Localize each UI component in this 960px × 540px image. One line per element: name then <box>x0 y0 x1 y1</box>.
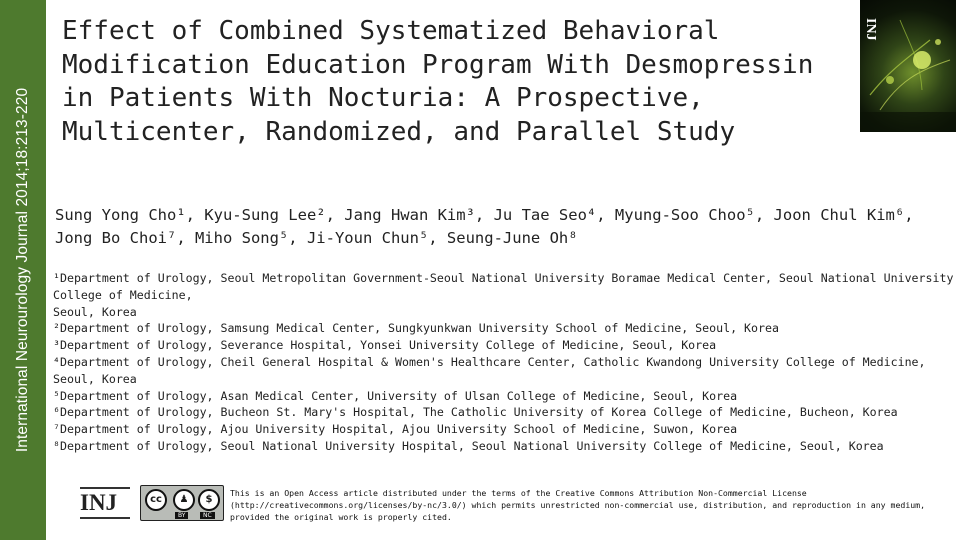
affiliation-line: ¹Department of Urology, Seoul Metropolitan Government-Seoul National University Boramae Medical Center, Seoul National University <box>53 271 954 285</box>
affiliation-list <box>53 270 953 455</box>
affiliation-line: ⁶Department of Urology, Bucheon St. Mary's Hospital, The Catholic University of Korea College of Medicine, Bucheon, Korea <box>53 405 898 420</box>
nc-label: NC <box>200 512 215 519</box>
cover-logo: INJ <box>863 18 878 41</box>
cc-icon: cc <box>145 489 167 511</box>
journal-citation: International Neurourology Journal 2014;18:213-220 <box>14 87 31 453</box>
affiliation-line: College of Medicine, <box>53 287 193 302</box>
affiliation-line: Seoul, Korea <box>53 371 137 386</box>
creative-commons-badge[interactable] <box>140 485 224 521</box>
by-label: BY <box>175 512 188 519</box>
author-list: Sung Yong Cho¹, Kyu-Sung Lee², Jang Hwan Kim³, Ju Tae Seo⁴, Myung-Soo Choo⁵, Joon Chul Kim⁶, Jong Bo Choi⁷, Miho Song⁵, Ji-Youn Chun⁵, Seung-June Oh⁸ <box>55 206 914 247</box>
license-text: This is an Open Access article distributed under the terms of the Creative Commons Attribution Non-Commercial License (http://creativecommons.org/licenses/by-nc/3.0/) which permits unrestricted non-commercial use, distribution, and reproduction in any medium, provided the original work is properly cited. <box>230 488 926 523</box>
logo-rule-top <box>80 487 130 489</box>
noncommercial-icon: $ <box>198 489 220 511</box>
logo-rule-bottom <box>80 517 130 519</box>
footer-journal-logo <box>80 486 130 520</box>
affiliation-line: ⁷Department of Urology, Ajou University Hospital, Ajou University School of Medicine, Suwon, Korea <box>53 422 738 437</box>
journal-cover-image <box>860 0 956 132</box>
footer-logo-text: INJ <box>80 490 118 515</box>
article-title: Effect of Combined Systematized Behavioral Modification Education Program With Desmopressin in Patients With Nocturia: A Prospective, Multicenter, Randomized, and Parallel Study <box>62 16 814 147</box>
attribution-icon: ♟ <box>173 489 195 511</box>
journal-sidebar <box>0 0 46 540</box>
affiliation-line: ²Department of Urology, Samsung Medical Center, Sungkyunkwan University School of Medicine, Seoul, Korea <box>53 321 779 336</box>
affiliation-line: ⁵Department of Urology, Asan Medical Center, University of Ulsan College of Medicine, Seoul, Korea <box>53 388 738 403</box>
affiliation-line: ⁸Department of Urology, Seoul National University Hospital, Seoul National University College of Medicine, Seoul, Korea <box>53 438 884 453</box>
affiliation-line: ⁴Department of Urology, Cheil General Hospital & Women's Healthcare Center, Catholic Kwandong University College of Medicine, <box>53 354 926 369</box>
affiliation-line: Seoul, Korea <box>53 304 137 319</box>
affiliation-line: ³Department of Urology, Severance Hospital, Yonsei University College of Medicine, Seoul, Korea <box>53 338 717 353</box>
